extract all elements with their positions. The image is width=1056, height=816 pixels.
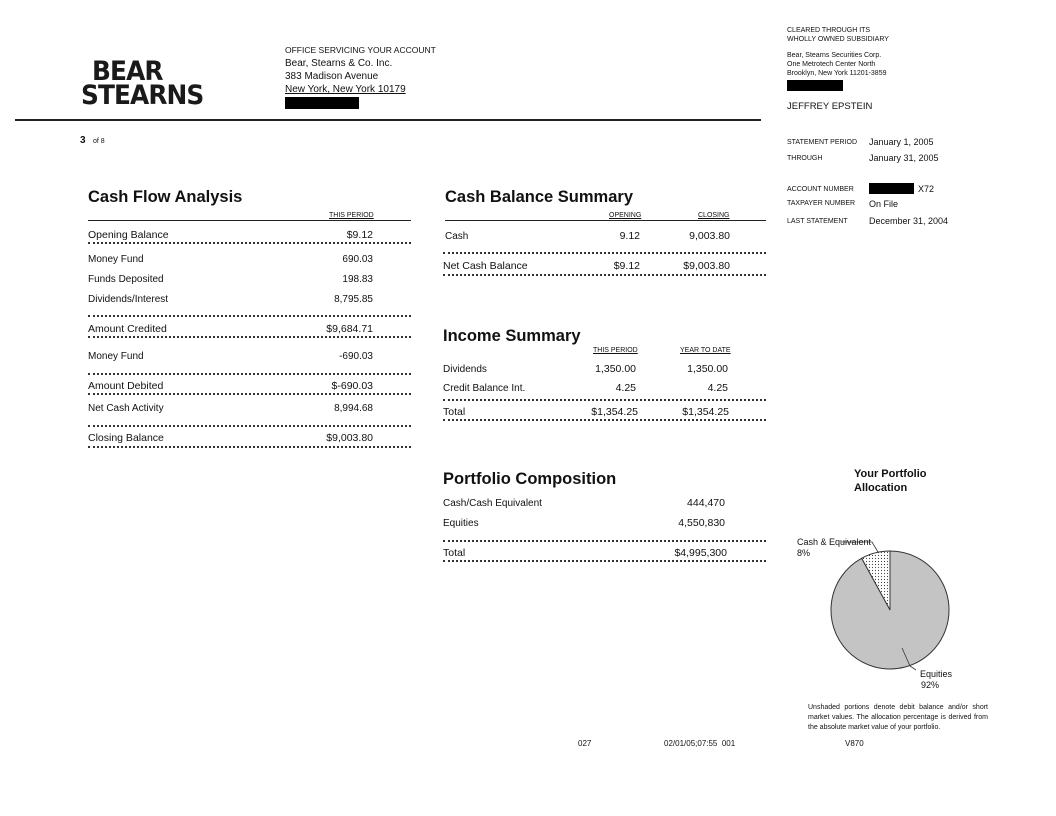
account-number-label: ACCOUNT NUMBER — [787, 186, 854, 193]
dotted-rule — [88, 393, 411, 395]
column-header-closing: CLOSING — [698, 212, 730, 219]
amount-debited-label: Amount Debited — [88, 380, 164, 392]
through-label: THROUGH — [787, 155, 823, 162]
client-name: JEFFREY EPSTEIN — [787, 101, 873, 112]
opening-balance-label: Opening Balance — [88, 229, 169, 241]
pie-label-cash — [797, 537, 871, 559]
income-row-label: Dividends — [443, 364, 487, 375]
clearing-center: One Metrotech Center North — [787, 61, 876, 68]
dotted-rule — [443, 399, 766, 401]
pie-label-equities-name: Equities — [920, 669, 953, 679]
cf-credit-label: Funds Deposited — [88, 274, 164, 285]
page-total: of 8 — [93, 138, 105, 145]
cf-debit-value: -690.03 — [339, 351, 373, 362]
dotted-rule — [443, 252, 766, 254]
clearing-city: Brooklyn, New York 11201-3859 — [787, 70, 887, 77]
cf-credit-label: Money Fund — [88, 254, 144, 265]
amount-credited-value: $9,684.71 — [326, 323, 373, 335]
footer-code: 027 — [578, 739, 592, 748]
logo-line-1: BEAR — [92, 56, 163, 87]
cf-credit-label: Dividends/Interest — [88, 294, 169, 305]
dotted-rule — [443, 419, 766, 421]
office-city: New York, New York 10179 — [285, 84, 406, 95]
dotted-rule — [88, 336, 411, 338]
income-total-ytd: $1,354.25 — [682, 406, 729, 418]
header-rule — [15, 119, 761, 121]
dotted-rule — [443, 274, 766, 276]
income-row-label: Credit Balance Int. — [443, 383, 526, 394]
bear-stearns-logo — [81, 56, 204, 111]
clearing-line-1: CLEARED THROUGH ITS — [787, 27, 871, 34]
dotted-rule — [88, 425, 411, 427]
office-heading: OFFICE SERVICING YOUR ACCOUNT — [285, 45, 436, 55]
amount-debited-value: $-690.03 — [331, 380, 373, 392]
through-value: January 31, 2005 — [869, 153, 939, 163]
redaction-box — [285, 97, 359, 109]
cash-balance-title: Cash Balance Summary — [445, 188, 634, 206]
dotted-rule — [88, 315, 411, 317]
cash-opening: 9.12 — [619, 230, 640, 242]
page-current: 3 — [80, 135, 86, 146]
pie-label-equities-percent: 92% — [921, 680, 940, 690]
allocation-title — [854, 467, 927, 495]
footer-timestamp: 02/01/05;07:55 001 — [664, 739, 736, 748]
closing-balance-label: Closing Balance — [88, 432, 164, 444]
pie-slice-equities — [831, 551, 949, 669]
income-row-period: 1,350.00 — [595, 363, 636, 375]
portfolio-title: Portfolio Composition — [443, 470, 617, 488]
office-street: 383 Madison Avenue — [285, 71, 379, 82]
office-address — [285, 44, 436, 113]
income-total-label: Total — [443, 406, 466, 418]
dotted-rule — [88, 446, 411, 448]
pie-label-cash-name: Cash & Equivalent — [797, 537, 872, 547]
net-cash-activity-value: 8,994.68 — [334, 403, 373, 414]
portfolio-total-value: $4,995,300 — [674, 547, 727, 559]
amount-credited-label: Amount Credited — [88, 323, 167, 335]
cash-closing: 9,003.80 — [689, 230, 730, 242]
cf-credit-value: 8,795.85 — [334, 294, 373, 305]
rule — [445, 220, 766, 221]
account-number-suffix: X72 — [918, 184, 935, 194]
net-cash-balance-label: Net Cash Balance — [443, 260, 528, 272]
portfolio-row-label: Equities — [443, 518, 479, 529]
last-statement-label: LAST STATEMENT — [787, 218, 848, 225]
clearing-corp: Bear, Stearns Securities Corp. — [787, 52, 882, 59]
column-header-opening: OPENING — [609, 212, 642, 219]
cf-credit-value: 690.03 — [342, 254, 373, 265]
column-header-ytd: YEAR TO DATE — [680, 347, 731, 354]
income-summary-title: Income Summary — [443, 327, 581, 345]
cash-label: Cash — [445, 231, 469, 242]
closing-balance-value: $9,003.80 — [326, 432, 373, 444]
taxpayer-label: TAXPAYER NUMBER — [787, 200, 856, 207]
portfolio-total-label: Total — [443, 547, 466, 559]
dotted-rule — [443, 540, 766, 542]
dotted-rule — [443, 560, 766, 562]
redaction-box — [787, 80, 843, 91]
redaction-box — [869, 183, 914, 194]
portfolio-row-value: 4,550,830 — [678, 517, 725, 529]
income-row-ytd: 1,350.00 — [687, 363, 728, 375]
pie-label-equities — [920, 669, 952, 691]
income-row-ytd: 4.25 — [707, 382, 728, 394]
statement-period-label: STATEMENT PERIOD — [787, 139, 858, 146]
clearing-line-2: WHOLLY OWNED SUBSIDIARY — [787, 36, 889, 43]
allocation-title-line-1: Your Portfolio — [854, 468, 927, 480]
cash-flow-title: Cash Flow Analysis — [88, 188, 243, 206]
column-header-this-period: THIS PERIOD — [329, 212, 374, 219]
net-cash-balance-opening: $9.12 — [613, 260, 640, 272]
portfolio-row-value: 444,470 — [687, 497, 725, 509]
net-cash-balance-closing: $9,003.80 — [683, 260, 730, 272]
rule — [88, 220, 411, 221]
allocation-note: Unshaded portions denote debit balance and/or short market values. The allocation percentage is derived from the absolute market value of your portfolio. — [808, 704, 988, 731]
dotted-rule — [88, 373, 411, 375]
logo-line-2: STEARNS — [81, 80, 204, 111]
allocation-title-line-2: Allocation — [854, 482, 908, 494]
income-total-period: $1,354.25 — [591, 406, 638, 418]
income-row-period: 4.25 — [615, 382, 636, 394]
office-name: Bear, Stearns & Co. Inc. — [285, 58, 393, 69]
footer-code-2: V870 — [845, 739, 864, 748]
opening-balance-value: $9.12 — [346, 229, 373, 241]
last-statement-value: December 31, 2004 — [869, 216, 949, 226]
cf-debit-label: Money Fund — [88, 351, 144, 362]
taxpayer-value: On File — [869, 199, 899, 209]
dotted-rule — [88, 242, 411, 244]
clearing-info — [787, 26, 889, 94]
portfolio-row-label: Cash/Cash Equivalent — [443, 498, 542, 509]
column-header-this-period: THIS PERIOD — [593, 347, 638, 354]
statement-period-value: January 1, 2005 — [869, 137, 934, 147]
pie-label-cash-percent: 8% — [797, 548, 811, 558]
page-number — [80, 130, 105, 148]
net-cash-activity-label: Net Cash Activity — [88, 403, 164, 414]
cf-credit-value: 198.83 — [342, 274, 373, 285]
